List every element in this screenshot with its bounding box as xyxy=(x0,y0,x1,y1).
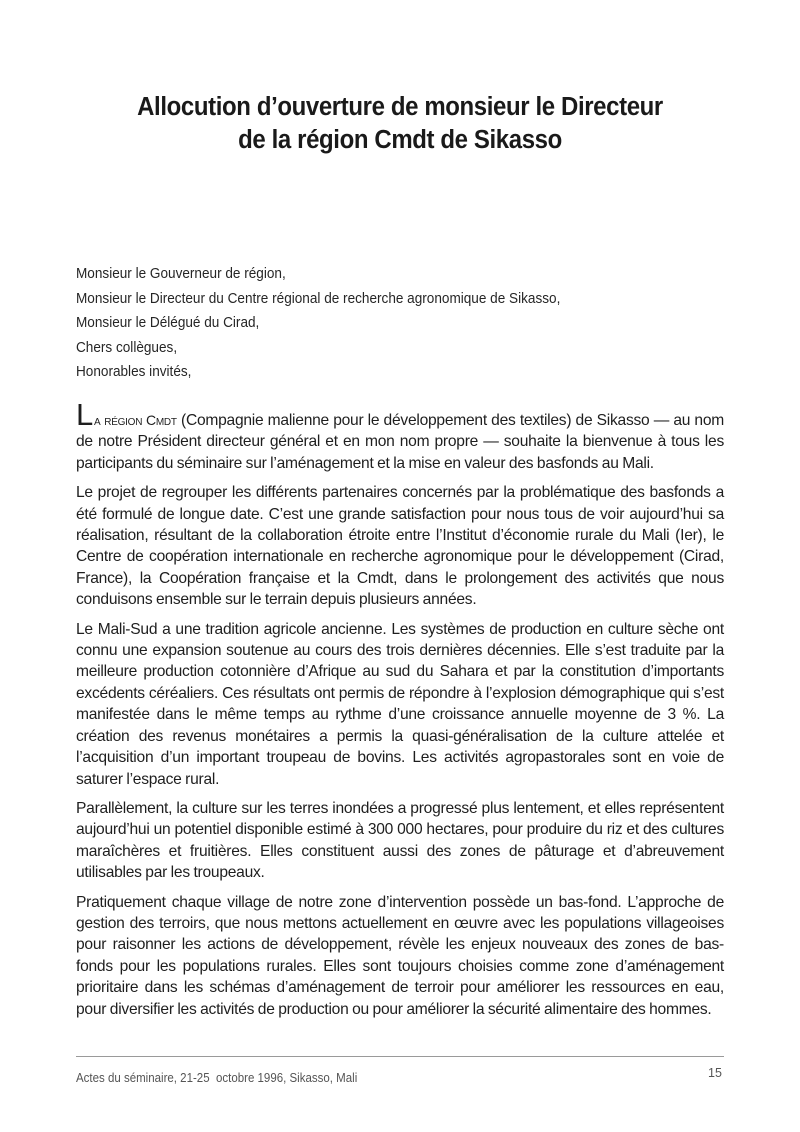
salutation-line: Chers collègues, xyxy=(76,339,178,356)
paragraph: Le Mali-Sud a une tradition agricole ancienne. Les systèmes de production en culture sèche ont connu une expansion soutenue au cours des trois dernières décennies. Elle s’est traduite par la meilleure production cotonnière d’Afrique au sud du Sahara et par la constitution d’importants excédents céréaliers. Ces résultats ont permis de répondre à l’explosion démographique qui s’est manifestée dans le même temps au rythme d’une croissance annuelle moyenne de 3 %. La création des revenus monétaires a permis la quasi-généralisation de la culture attelée et l’acquisition d’un important troupeau de bovins. Les activités agropastorales sont en voie de saturer l’espace rural. xyxy=(76,620,724,788)
page-title xyxy=(80,91,719,157)
salutation-line: Monsieur le Directeur du Centre régional de recherche agronomique de Sikasso, xyxy=(76,290,561,307)
salutations xyxy=(76,262,726,385)
salutation-line: Monsieur le Gouverneur de région, xyxy=(76,266,286,282)
paragraph-intro xyxy=(76,397,724,474)
footer-divider xyxy=(76,1056,724,1057)
footer-source: Actes du séminaire, 21-25 octobre 1996, Sikasso, Mali xyxy=(76,1071,358,1085)
paragraph: Parallèlement, la culture sur les terres inondées a progressé plus lentement, et elles représentent aujourd’hui un potentiel disponible estimé à 300 000 hectares, pour produire du riz et des cultures maraîchères et fruitières. Elles constituent aussi des zones de pâturage et d’abreuvement utilisables par les troupeaux. xyxy=(76,799,724,882)
title-line-2: de la région Cmdt de Sikasso xyxy=(238,126,562,154)
paragraph: Le projet de regrouper les différents partenaires concernés par la problématique des basfonds a été formulé de longue date. C’est une grande satisfaction pour nous tous de voir aujourd’hui sa réalisation, résultant de la collaboration étroite entre l’Institut d’économie rurale du Mali (Ier), le Centre de coopération internationale en recherche agronomique pour le développement (Cirad, France), la Coopération française et la Cmdt, dans le prolongement des activités que nous conduisons ensemble sur le terrain depuis plusieurs années. xyxy=(76,484,724,609)
paragraph: Pratiquement chaque village de notre zone d’intervention possède un bas-fond. L’approche de gestion des terroirs, que nous mettons actuellement en œuvre avec les populations villageoises pour raisonner les actions de développement, révèle les enjeux nouveaux des zones de bas-fonds pour les populations rurales. Elles sont toujours choisies comme zone d’aménagement prioritaire dans les schémas d’aménagement de terroir pour améliorer les ressources en eau, pour diversifier les activités de production ou pour améliorer la sécurité alimentaire des hommes. xyxy=(76,893,724,1018)
body-text xyxy=(76,397,724,1028)
page-number: 15 xyxy=(708,1066,722,1080)
salutation-line: Monsieur le Délégué du Cirad, xyxy=(76,315,260,331)
salutation-line: Honorables invités, xyxy=(76,364,192,380)
paragraph-intro-text: (Compagnie malienne pour le développement des textiles) de Sikasso — au nom de notre Président directeur général et en mon nom propre — souhaite la bienvenue à tous les participants du séminaire sur l’aménagement et la mise en valeur des basfonds au Mali. xyxy=(76,412,724,472)
drop-cap: L xyxy=(76,397,93,432)
title-line-1: Allocution d’ouverture de monsieur le Directeur xyxy=(137,93,663,121)
small-caps-lead: a région Cmdt xyxy=(94,412,177,428)
